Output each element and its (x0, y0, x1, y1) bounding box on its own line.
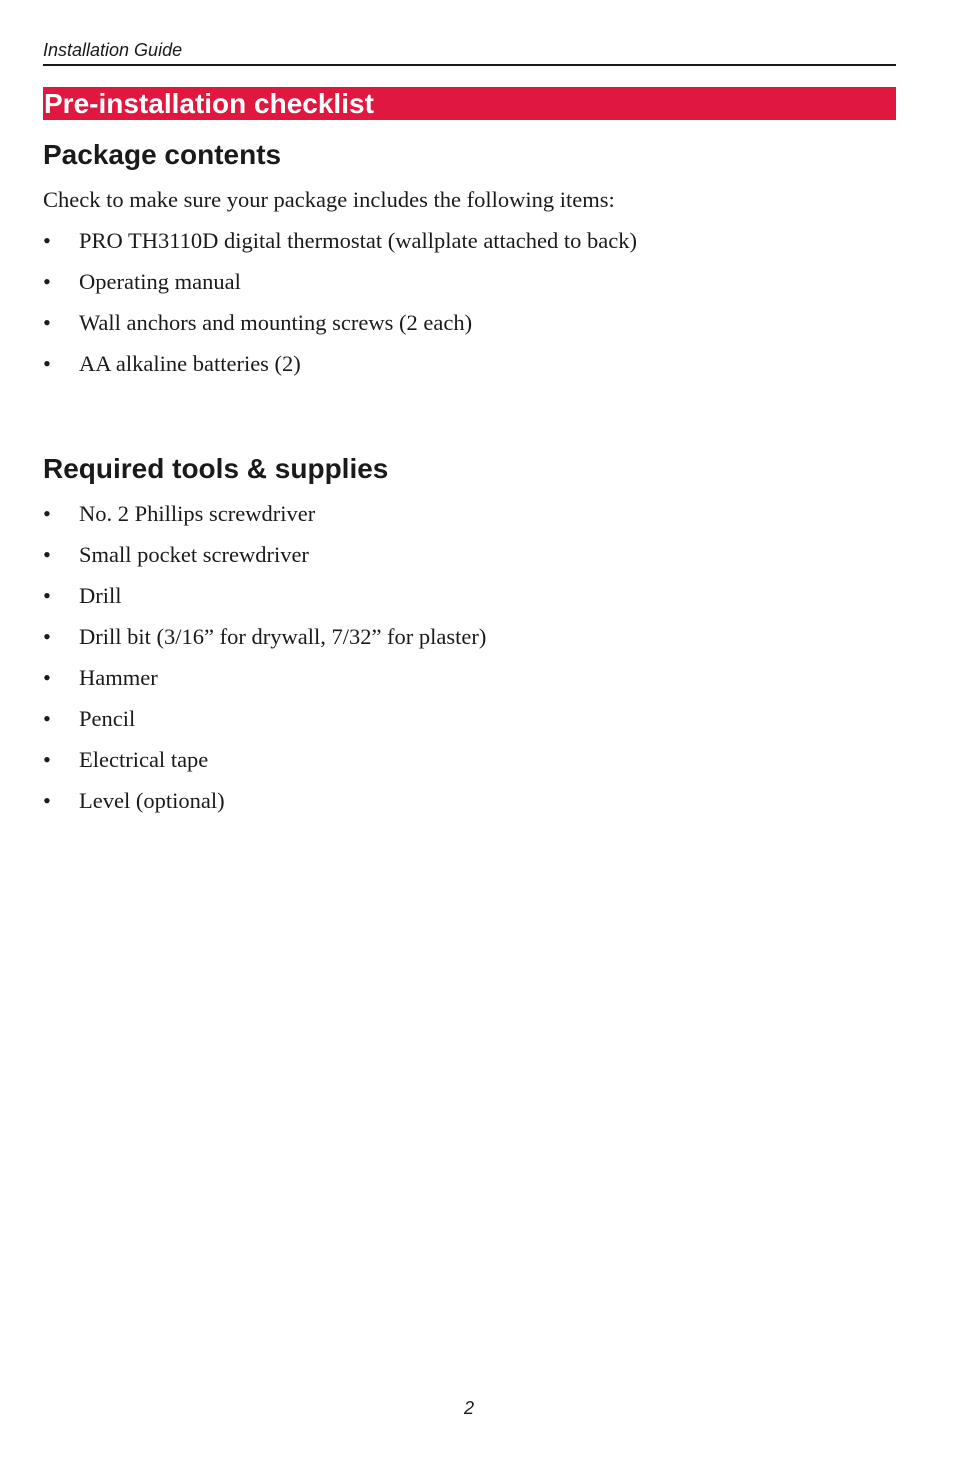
bullet-icon: • (43, 351, 51, 376)
list-item-text: Operating manual (79, 269, 241, 294)
header-rule (43, 64, 896, 66)
bullet-icon: • (43, 788, 51, 813)
running-header: Installation Guide (43, 40, 183, 60)
list-item-text: Level (optional) (79, 788, 225, 813)
bullet-icon: • (43, 310, 51, 335)
bullet-icon: • (43, 665, 51, 690)
bullet-icon: • (43, 747, 51, 772)
bullet-icon: • (43, 624, 51, 649)
list-item-text: Pencil (79, 706, 136, 731)
section-banner-title: Pre-installation checklist (43, 87, 896, 120)
bullet-icon: • (43, 501, 51, 526)
bullet-icon: • (43, 542, 51, 567)
list-item-text: Hammer (79, 665, 158, 690)
list-item-text: No. 2 Phillips screwdriver (79, 501, 316, 526)
required-tools-heading: Required tools & supplies (43, 453, 389, 484)
bullet-icon: • (43, 269, 51, 294)
package-contents-intro: Check to make sure your package includes the following items: (43, 187, 615, 212)
list-item-text: Wall anchors and mounting screws (2 each) (79, 310, 473, 335)
list-item-text: Small pocket screwdriver (79, 542, 309, 567)
package-contents-heading: Package contents (43, 139, 282, 170)
list-item-text: Drill bit (3/16” for drywall, 7/32” for plaster) (79, 624, 487, 649)
bullet-icon: • (43, 706, 51, 731)
bullet-icon: • (43, 228, 51, 253)
list-item-text: Drill (79, 583, 122, 608)
page-number: 2 (463, 1398, 474, 1418)
bullet-icon: • (43, 583, 51, 608)
list-item-text: Electrical tape (79, 747, 209, 772)
list-item-text: PRO TH3110D digital thermostat (wallplate attached to back) (79, 228, 637, 253)
list-item-text: AA alkaline batteries (2) (79, 351, 301, 376)
